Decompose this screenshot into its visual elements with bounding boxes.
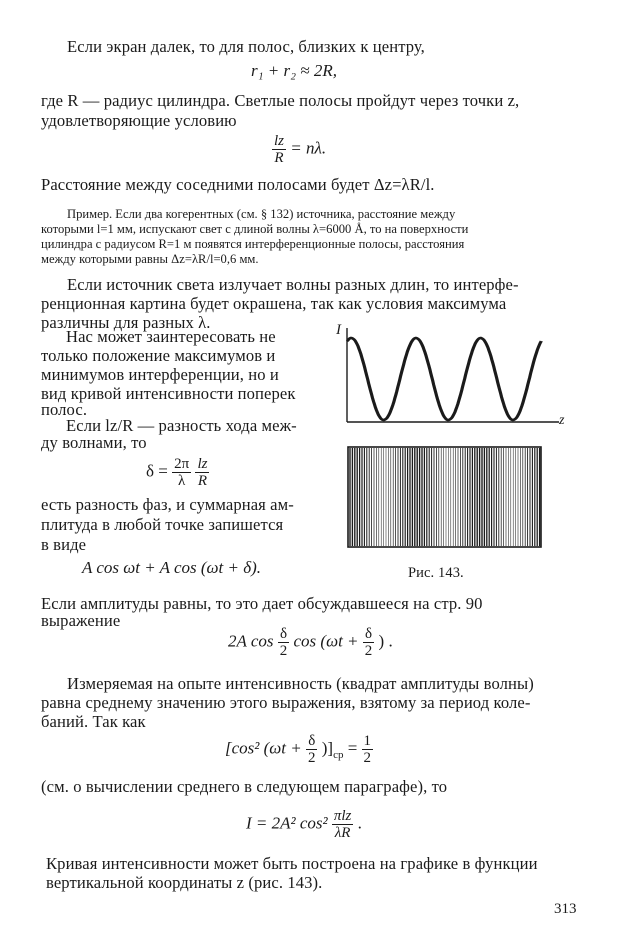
example-line: между которыми равны Δz=λR/l=0,6 мм. xyxy=(41,252,259,266)
text-line: есть разность фаз, и суммарная ам- xyxy=(41,495,294,514)
example-line: Пример. Если два когерентных (см. § 132) источника, расстояние между xyxy=(67,207,456,221)
text-line: вертикальной координаты z (рис. 143). xyxy=(46,873,323,892)
text-line: Измеряемая на опыте интенсивность (квадрат амплитуды волны) xyxy=(67,674,534,693)
fraction-numerator: πlz xyxy=(333,808,352,824)
text-line: Расстояние между соседними полосами будет Δz=λR/l. xyxy=(41,175,435,194)
text-line: только положение максимумов и xyxy=(41,346,276,365)
text-line: Если источник света излучает волны разных длин, то интерфе- xyxy=(67,275,519,294)
formula-2a-cos xyxy=(228,626,393,659)
fraction xyxy=(172,456,191,489)
example-line: которыми l=1 мм, испускают свет с длиной волны λ=6000 Å, то на поверхности xyxy=(41,222,469,236)
formula-part: [cos² (ωt + xyxy=(225,738,302,758)
fraction-denominator: 2 xyxy=(307,750,316,766)
formula-part: I = 2A² cos² xyxy=(246,813,328,833)
y-axis-label: I xyxy=(336,322,341,338)
fraction-denominator: λR xyxy=(334,825,351,841)
formula-condition xyxy=(272,133,326,166)
text-line: вид кривой интенсивности поперек xyxy=(41,384,296,403)
fringe-frame xyxy=(348,447,541,547)
fraction-numerator: δ xyxy=(363,626,375,643)
text-line: баний. Так как xyxy=(41,712,146,731)
text-line: Если амплитуды равны, то это дает обсуждавшееся на стр. 90 xyxy=(41,594,483,613)
figure-caption: Рис. 143. xyxy=(408,565,464,581)
formula-intensity xyxy=(246,808,362,841)
formula-part: ) . xyxy=(378,631,393,651)
fraction-denominator: 2 xyxy=(279,643,288,659)
text-line: полос. xyxy=(41,400,88,419)
text-line: где R — радиус цилиндра. Светлые полосы пройдут через точки z, xyxy=(41,91,520,110)
figure-graphic xyxy=(333,316,573,556)
fraction-denominator: 2 xyxy=(363,750,372,766)
fraction xyxy=(278,626,290,659)
text-line: Кривая интенсивности может быть построена на графике в функции xyxy=(46,854,538,873)
text-line: выражение xyxy=(41,611,121,630)
formula-delta xyxy=(146,456,209,489)
text-line: различны для разных λ. xyxy=(41,313,211,332)
fraction-denominator: R xyxy=(197,473,208,489)
fraction-denominator: λ xyxy=(178,473,186,489)
formula-lhs: δ = xyxy=(146,461,168,481)
fraction-numerator: δ xyxy=(278,626,290,643)
figure-143 xyxy=(333,316,573,556)
fraction xyxy=(363,626,375,659)
example-line: цилиндра с радиусом R=1 м появятся интерференционные полосы, расстояния xyxy=(41,237,465,251)
fraction xyxy=(272,133,286,166)
fraction-numerator: lz xyxy=(197,456,208,472)
formula-part: )] xyxy=(321,738,334,758)
text-line: Если экран далек, то для полос, близких к центру, xyxy=(67,37,425,56)
fraction-numerator: 1 xyxy=(363,733,372,749)
text-line: Если lz/R — разность хода меж- xyxy=(66,416,297,435)
formula-average xyxy=(225,733,373,766)
page-number: 313 xyxy=(554,901,577,917)
text-line: (см. о вычислении среднего в следующем параграфе), то xyxy=(41,777,448,796)
fraction-numerator: δ xyxy=(306,733,318,750)
formula-part: cos (ωt + xyxy=(293,631,359,651)
formula-r-sum: r₁ + r₂ ≈ 2R, xyxy=(251,61,337,80)
text-line: ду волнами, то xyxy=(41,433,147,452)
text-line: плитуда в любой точке запишется xyxy=(41,515,284,534)
text-line: равна среднему значению этого выражения, взятому за период коле- xyxy=(41,693,531,712)
fraction xyxy=(362,733,374,766)
formula-part: = xyxy=(347,738,358,758)
formula-rhs: = nλ. xyxy=(290,138,327,158)
formula-subscript: ср xyxy=(333,748,344,761)
text-line: удовлетворяющие условию xyxy=(41,111,237,130)
formula-part: . xyxy=(357,813,362,833)
fraction-numerator: 2π xyxy=(174,456,190,472)
fraction-denominator: R xyxy=(274,150,284,166)
fraction-denominator: 2 xyxy=(364,643,373,659)
formula-part: 2A cos xyxy=(228,631,274,651)
x-axis-label: z xyxy=(559,413,565,428)
fraction xyxy=(306,733,318,766)
text-line: ренционная картина будет окрашена, так как условия максимума xyxy=(41,294,507,313)
intensity-curve-outline xyxy=(348,338,542,420)
fraction xyxy=(195,456,209,489)
fraction xyxy=(332,808,354,841)
text-line: в виде xyxy=(41,535,87,554)
fraction-numerator: lz xyxy=(274,133,285,149)
text-line: минимумов интерференции, но и xyxy=(41,365,279,384)
text-line: Нас может заинтересовать не xyxy=(66,327,276,346)
formula-sum: A cos ωt + A cos (ωt + δ). xyxy=(82,558,262,577)
